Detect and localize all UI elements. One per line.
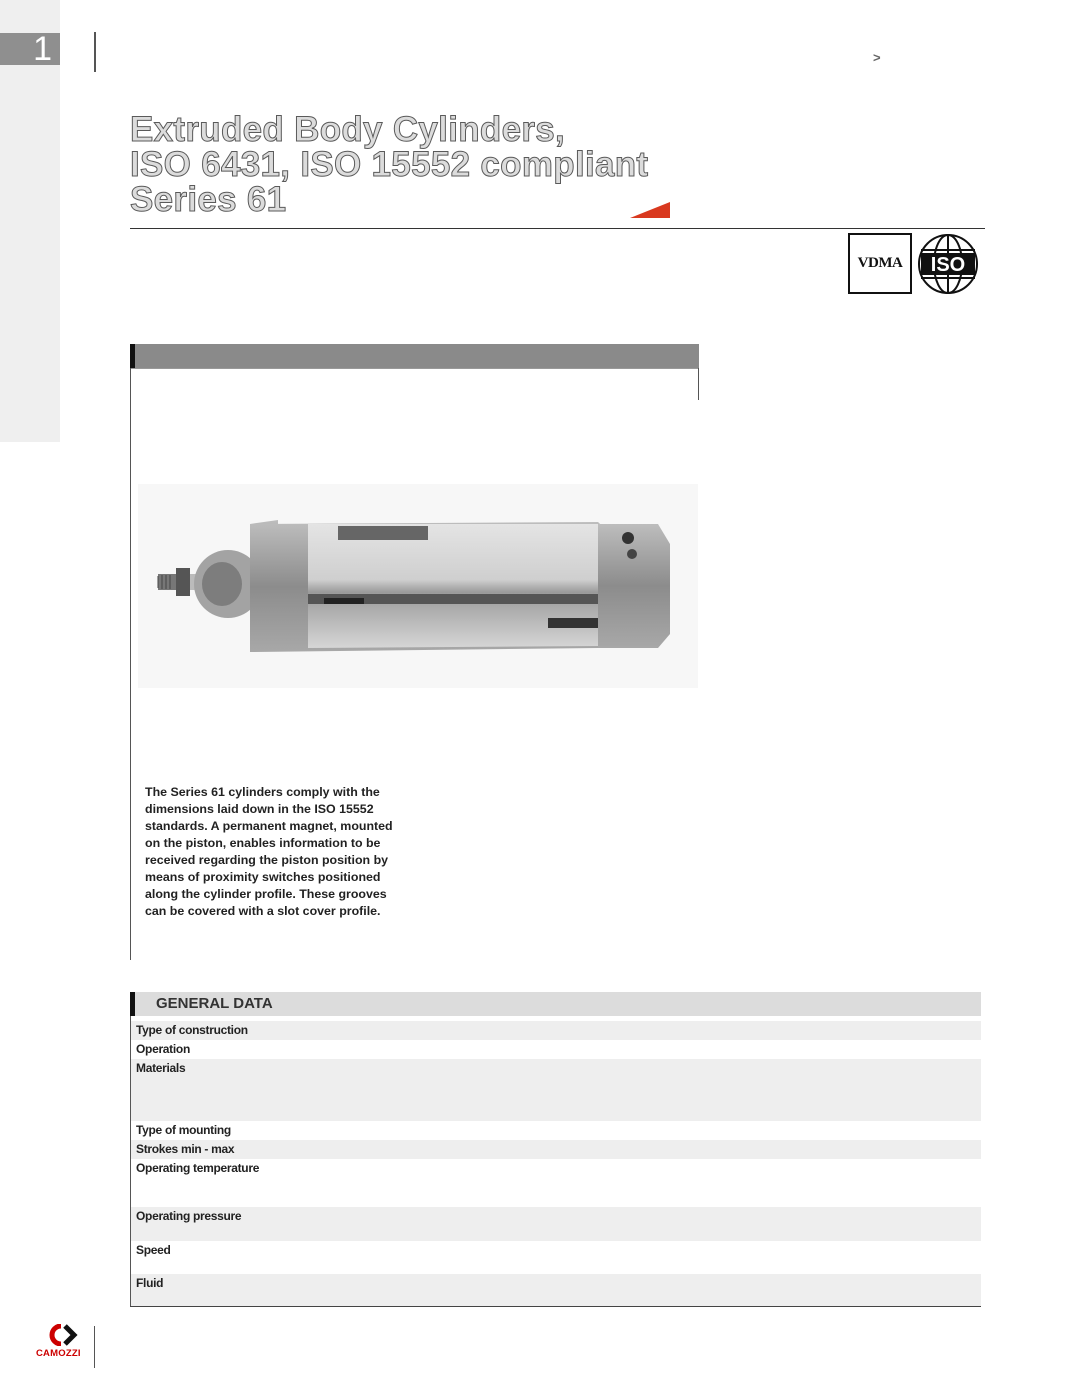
title-line-2: ISO 6431, ISO 15552 compliant — [130, 145, 649, 184]
title-accent-triangle — [630, 202, 670, 218]
data-row-label: Strokes min - max — [136, 1142, 235, 1156]
data-row-materials — [131, 1059, 981, 1121]
data-row-operation — [131, 1040, 981, 1059]
iso-logo-text: ISO — [930, 254, 966, 276]
product-section-underline — [130, 368, 699, 369]
data-row-label: Materials — [136, 1061, 186, 1075]
title-underline — [130, 228, 985, 229]
camozzi-logo — [36, 1324, 92, 1368]
data-row-label: Operation — [136, 1042, 190, 1056]
chapter-tab[interactable] — [0, 30, 60, 68]
data-row-label: Operating temperature — [136, 1161, 260, 1175]
general-data-marker — [130, 992, 135, 1016]
data-row-fluid — [131, 1274, 981, 1306]
data-row-label: Type of mounting — [136, 1123, 231, 1137]
data-row-label: Type of construction — [136, 1023, 248, 1037]
title-line-3: Series 61 — [130, 180, 287, 219]
footer-divider — [94, 1326, 95, 1368]
product-section-left-border — [130, 368, 131, 960]
data-row-label: Speed — [136, 1243, 171, 1257]
camozzi-logo-mark — [48, 1324, 78, 1346]
header-divider — [94, 32, 96, 72]
data-row-type-of-construction — [131, 1021, 981, 1040]
data-row-speed — [131, 1241, 981, 1274]
vdma-logo-text: VDMA — [857, 255, 903, 271]
chapter-number: 1 — [33, 30, 52, 68]
product-description: The Series 61 cylinders comply with the dimensions laid down in the ISO 15552 standards. A permanent magnet, mounted on the piston, enables information to be received regarding the piston position by means of proximity switches positioned along the cylinder profile. These grooves can be covered with a slot cover profile. — [145, 785, 393, 918]
product-section-marker — [130, 344, 135, 368]
product-section-bar — [130, 344, 699, 368]
data-row-label: Fluid — [136, 1276, 164, 1290]
iso-globe-logo — [916, 233, 980, 295]
product-section-right-border — [698, 368, 699, 400]
vdma-logo — [848, 233, 912, 294]
title-line-1: Extruded Body Cylinders, — [130, 110, 566, 149]
data-row-operating-pressure — [131, 1207, 981, 1241]
next-page-arrow[interactable]: > — [873, 50, 881, 65]
data-row-strokes — [131, 1140, 981, 1159]
general-data-bottom-border — [130, 1306, 981, 1307]
cylinder-product-image — [138, 484, 698, 688]
camozzi-logo-text: CAMOZZI — [36, 1348, 81, 1359]
data-row-label: Operating pressure — [136, 1209, 242, 1223]
data-row-operating-temperature — [131, 1159, 981, 1207]
general-data-title: GENERAL DATA — [156, 995, 273, 1012]
page-title — [130, 112, 648, 217]
data-row-type-of-mounting — [131, 1121, 981, 1140]
